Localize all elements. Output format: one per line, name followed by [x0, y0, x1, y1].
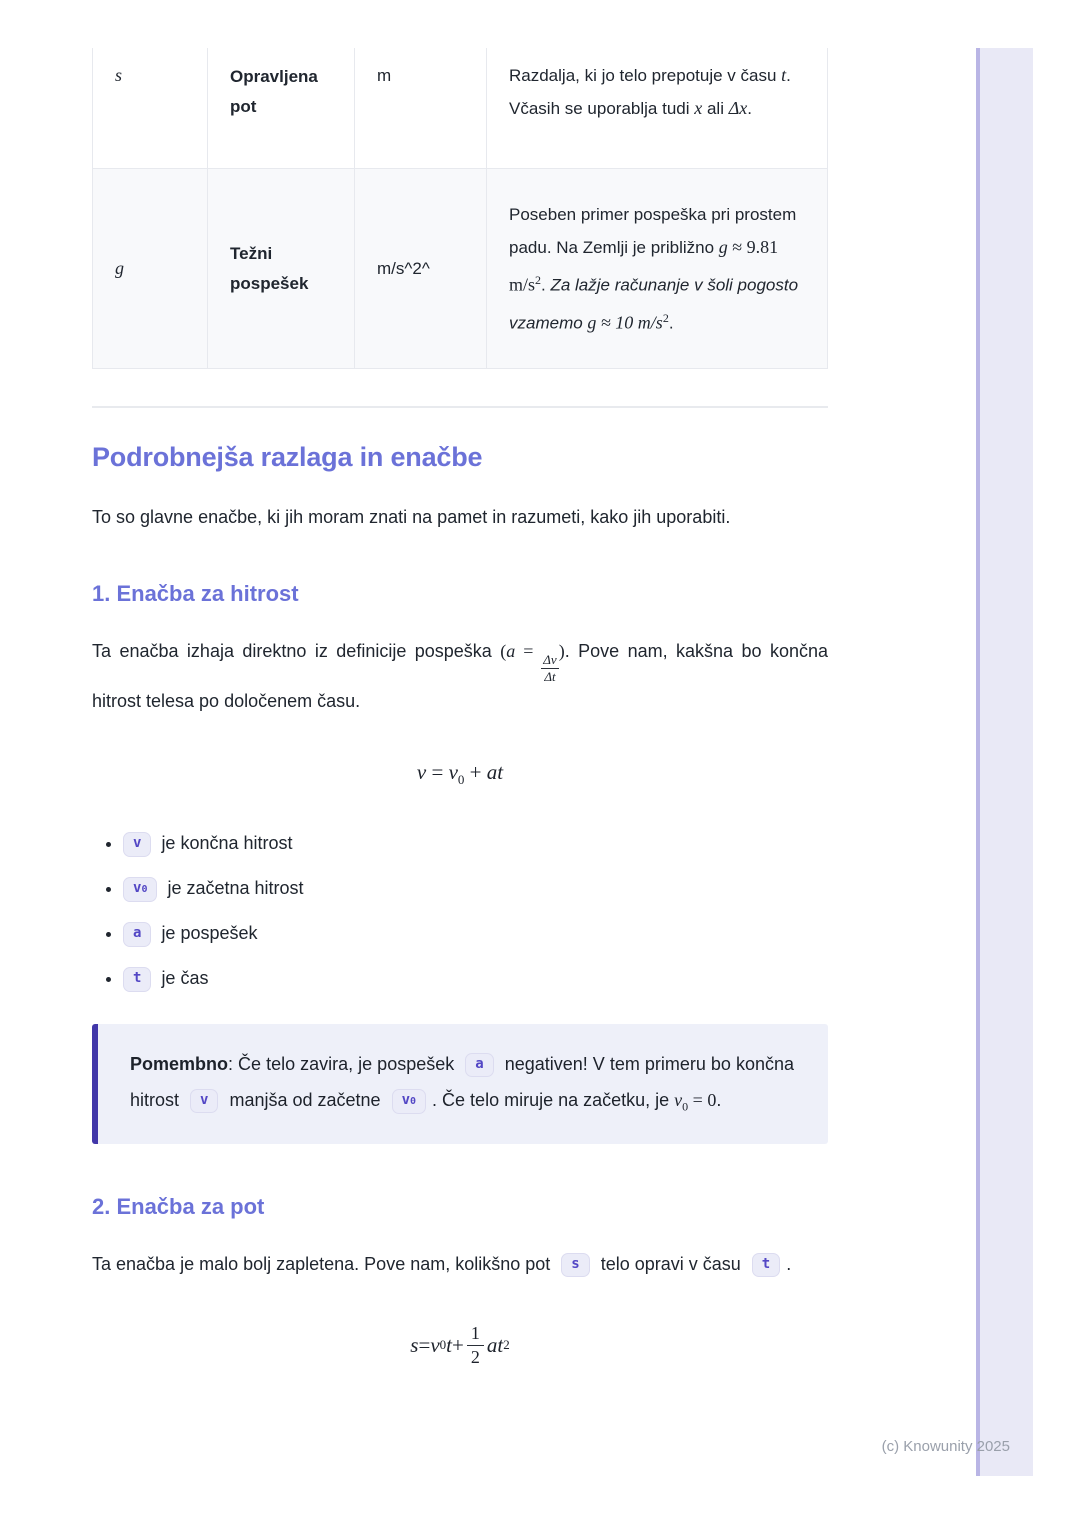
table-cell-desc-g [486, 168, 827, 368]
table-cell-name-s: Opravljena pot [207, 48, 354, 168]
paragraph-text: . Pove nam, kakšna bo končna hitrost telesa po določenem času. [92, 641, 828, 712]
eq-operator: + [464, 760, 487, 785]
section-1-paragraph [92, 634, 828, 718]
eq-subscript: 0 [439, 1337, 447, 1353]
code-badge-t [752, 1253, 780, 1277]
paragraph-text: telo opravi v času [595, 1254, 746, 1275]
math-text: ≈ 10 m/s [596, 312, 663, 333]
callout-text: . Če telo miruje na začetku, je [432, 1089, 675, 1110]
desc-italic-text: Za lažje računanje v šoli pogosto vzamemo [509, 275, 799, 333]
desc-text: ali [702, 99, 729, 118]
code-badge-v0 [392, 1089, 426, 1114]
table-cell-name-g: Težni pospešek [207, 168, 354, 368]
callout-paragraph [130, 1046, 794, 1125]
code-sub: 0 [410, 1095, 417, 1107]
math-text: = 0 [688, 1089, 717, 1110]
math-paren-open: ( [500, 641, 507, 661]
copyright-footer: (c) Knowunity 2025 [881, 1438, 1010, 1455]
desc-text: . [747, 99, 752, 118]
table-cell-unit-s: m [354, 48, 486, 168]
code-text: v [200, 1091, 209, 1108]
code-text: a [475, 1055, 484, 1072]
list-item-text: je začetna hitrost [167, 877, 304, 898]
code-badge-v0 [123, 877, 157, 902]
callout-text: negativen! V tem primeru bo končna hitrost [130, 1053, 794, 1110]
code-text: s [571, 1256, 580, 1273]
list-item-text: je čas [161, 967, 209, 988]
desc-text: . [541, 275, 551, 295]
important-callout [92, 1024, 828, 1145]
math-var-dx: Δx [728, 98, 748, 118]
list-item [123, 874, 828, 903]
equation-distance [92, 1309, 828, 1381]
table-cell-unit-g: m/s^2^ [354, 168, 486, 368]
code-badge-s [561, 1253, 589, 1277]
eq-superscript: 2 [503, 1337, 510, 1353]
code-text: t [133, 969, 142, 986]
intro-paragraph: To so glavne enačbe, ki jih moram znati na pamet in razumeti, kako jih uporabiti. [92, 507, 731, 527]
section-2-title: 2. Enačba za pot [92, 1194, 265, 1220]
equation-velocity [92, 760, 828, 788]
math-paren-close: ) [558, 641, 565, 661]
code-text: a [133, 924, 142, 941]
code-badge-v [123, 832, 151, 857]
desc-text: Poseben primer pospeška pri prostem padu. Na Zemlji je približno [509, 204, 797, 257]
math-fraction-dv-dt [541, 652, 558, 684]
code-badge-a [465, 1053, 493, 1077]
fraction-numerator: Δv [543, 652, 557, 668]
math-superscript: 2 [535, 272, 542, 287]
eq-var: t [446, 1332, 452, 1357]
math-var-v: v [674, 1089, 683, 1110]
callout-bold-label: Pomembno [130, 1053, 229, 1074]
desc-text: Razdalja, ki jo telo prepotuje v času [509, 66, 782, 85]
math-equals: = [515, 641, 542, 661]
list-item-text: je končna hitrost [161, 832, 293, 853]
math-fraction-one-half [467, 1322, 484, 1368]
eq-operator: = [426, 760, 449, 785]
eq-operator: = [418, 1332, 431, 1357]
section-divider [92, 406, 828, 408]
quantities-table [92, 48, 828, 369]
eq-var: v [430, 1332, 440, 1357]
code-badge-v [190, 1089, 218, 1113]
table-cell-symbol-s: s [115, 65, 123, 85]
callout-text: manjša od začetne [224, 1089, 386, 1110]
callout-text: . [716, 1089, 722, 1110]
math-text: ≈ 9.81 m/s [509, 236, 779, 295]
code-text: v [401, 1091, 411, 1108]
document-page [92, 48, 828, 1381]
eq-var: at [486, 1332, 504, 1357]
callout-text: : Če telo zavira, je pospešek [228, 1053, 460, 1074]
math-superscript: 2 [662, 310, 669, 325]
variable-list [92, 829, 828, 993]
fraction-denominator: 2 [470, 1346, 480, 1367]
math-var-a: a [506, 641, 516, 661]
math-var-g: g [587, 312, 597, 333]
list-item-text: je pospešek [161, 922, 258, 943]
code-text: t [761, 1256, 771, 1273]
math-var-t: t [781, 65, 787, 85]
math-var-g: g [718, 236, 728, 257]
scroll-strip[interactable] [976, 48, 1033, 1476]
eq-subscript: 0 [457, 772, 465, 788]
list-item [123, 829, 828, 858]
code-text: v [133, 879, 142, 896]
eq-var: s [410, 1332, 419, 1357]
desc-text: . [668, 313, 674, 333]
paragraph-text: Ta enačba izhaja direktno iz definicije pospeška [92, 641, 501, 661]
section-2-paragraph [92, 1247, 828, 1281]
paragraph-text: Ta enačba je malo bolj zapletena. Pove nam, kolikšno pot [92, 1254, 556, 1275]
eq-var: at [486, 760, 504, 785]
eq-operator: + [452, 1332, 464, 1357]
table-cell-desc-s [486, 48, 827, 168]
paragraph-text: . [786, 1254, 792, 1275]
math-subscript: 0 [682, 1099, 689, 1114]
math-var-x: x [694, 98, 703, 118]
list-item [123, 919, 828, 948]
code-badge-a [123, 922, 151, 947]
fraction-denominator: Δt [544, 668, 556, 684]
code-badge-t [123, 967, 151, 992]
eq-var: v [448, 760, 458, 785]
page-title: Podrobnejša razlaga in enačbe [92, 442, 483, 472]
eq-var: v [416, 760, 427, 785]
code-text: v [133, 834, 142, 851]
table-cell-symbol-g: g [93, 168, 207, 368]
code-sub: 0 [141, 883, 148, 895]
fraction-numerator: 1 [467, 1322, 484, 1346]
section-1-title: 1. Enačba za hitrost [92, 581, 299, 606]
list-item [123, 964, 828, 993]
desc-text: . Včasih se uporablja tudi [509, 66, 791, 118]
